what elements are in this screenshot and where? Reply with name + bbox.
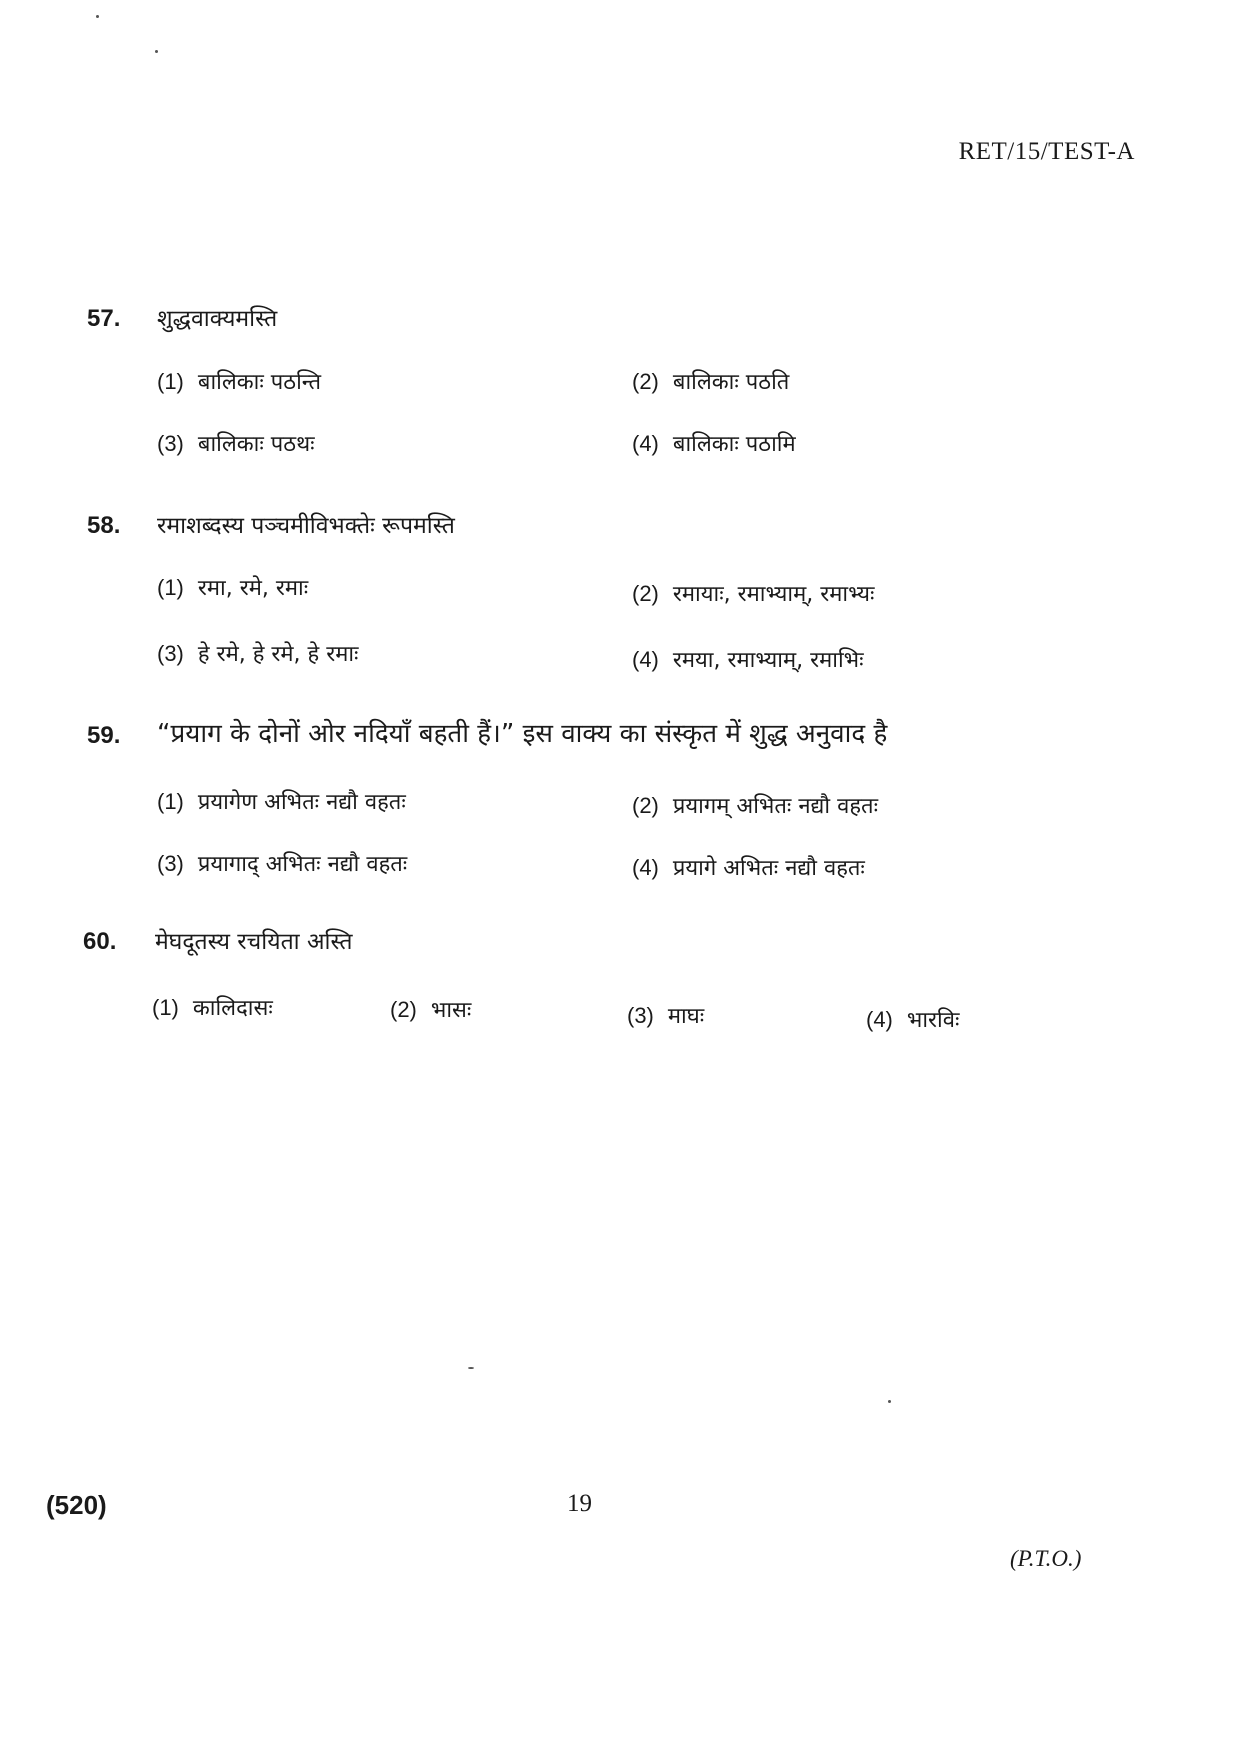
question-text: शुद्धवाक्यमस्ति <box>157 306 278 332</box>
option-text: रमया, रमाभ्याम्, रमाभिः <box>672 648 864 673</box>
q58-option-2 <box>632 578 874 608</box>
question-number: 57. <box>87 305 121 332</box>
option-text: कालिदासः <box>192 996 273 1021</box>
option-text: रमा, रमे, रमाः <box>197 576 309 601</box>
option-number: (2) <box>632 793 659 818</box>
option-number: (4) <box>632 647 659 672</box>
option-number: (4) <box>866 1007 893 1032</box>
question-text: मेघदूतस्य रचयिता अस्ति <box>155 929 353 955</box>
q58-option-3 <box>157 638 359 668</box>
option-text: प्रयागेण अभितः नद्यौ वहतः <box>197 790 406 815</box>
booklet-code: (520) <box>46 1490 107 1520</box>
question-text: रमाशब्दस्य पञ्चमीविभक्तेः रूपमस्ति <box>157 513 455 539</box>
question-text: “प्रयाग के दोनों ओर नदियाँ बहती हैं।” इस वाक्य का संस्कृत में शुद्ध अनुवाद है <box>157 719 888 749</box>
question-number: 59. <box>87 722 121 749</box>
q57-option-4 <box>632 428 796 458</box>
option-number: (3) <box>157 851 184 876</box>
question-number: 60. <box>83 928 117 955</box>
option-number: (2) <box>632 581 659 606</box>
paper-code-header: RET/15/TEST-A <box>958 138 1135 165</box>
option-text: प्रयागे अभितः नद्यौ वहतः <box>672 856 865 881</box>
q60-option-2 <box>390 994 471 1024</box>
q57-option-3 <box>157 428 315 458</box>
option-text: बालिकाः पठथः <box>197 432 315 457</box>
option-number: (2) <box>390 997 417 1022</box>
question-number: 58. <box>87 512 121 539</box>
option-number: (1) <box>157 575 184 600</box>
q59-option-1 <box>157 786 406 816</box>
option-number: (3) <box>627 1003 654 1028</box>
q60-option-3 <box>627 1000 704 1030</box>
option-text: बालिकाः पठामि <box>672 432 796 457</box>
scan-speck <box>468 1367 474 1369</box>
option-text: भारविः <box>906 1008 960 1033</box>
option-number: (2) <box>632 369 659 394</box>
scan-speck <box>155 50 158 53</box>
q59-option-2 <box>632 790 878 820</box>
q58-option-4 <box>632 644 864 674</box>
option-number: (3) <box>157 641 184 666</box>
option-text: रमायाः, रमाभ्याम्, रमाभ्यः <box>672 582 875 607</box>
q59-option-3 <box>157 848 407 878</box>
option-text: हे रमे, हे रमे, हे रमाः <box>197 642 359 667</box>
page-number: 19 <box>567 1490 592 1517</box>
q57-option-2 <box>632 366 789 396</box>
option-number: (4) <box>632 431 659 456</box>
please-turn-over-note: (P.T.O.) <box>1010 1546 1082 1571</box>
q60-option-4 <box>866 1004 959 1034</box>
option-number: (1) <box>157 789 184 814</box>
option-text: बालिकाः पठति <box>672 370 790 395</box>
q58-option-1 <box>157 572 308 602</box>
option-number: (4) <box>632 855 659 880</box>
option-number: (1) <box>152 995 179 1020</box>
option-text: प्रयागाद् अभितः नद्यौ वहतः <box>197 852 408 877</box>
option-text: बालिकाः पठन्ति <box>197 370 322 395</box>
option-text: भासः <box>430 998 472 1023</box>
q60-option-1 <box>152 992 273 1022</box>
q57-option-1 <box>157 366 321 396</box>
option-text: माघः <box>667 1004 705 1029</box>
scan-speck <box>96 15 99 18</box>
scan-speck <box>888 1400 891 1403</box>
option-text: प्रयागम् अभितः नद्यौ वहतः <box>672 794 879 819</box>
q59-option-4 <box>632 852 865 882</box>
option-number: (1) <box>157 369 184 394</box>
option-number: (3) <box>157 431 184 456</box>
